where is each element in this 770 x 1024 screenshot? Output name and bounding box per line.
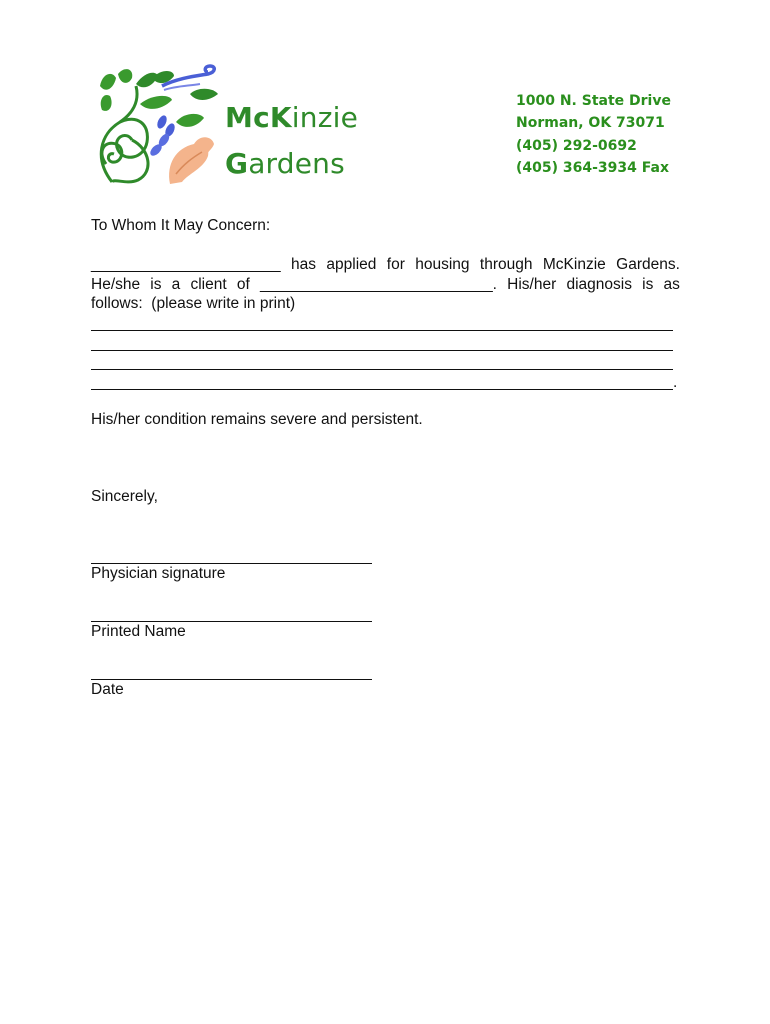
physician-signature-label: Physician signature	[91, 565, 226, 582]
body-line-1: ______________________ has applied for housing through McKinzie Gardens.	[91, 256, 680, 273]
printed-name-label: Printed Name	[91, 623, 186, 640]
diagnosis-line-1	[91, 330, 673, 331]
body-line-2: He/she is a client of ___________________________. His/her diagnosis is as	[91, 275, 680, 293]
body-line-3: follows: (please write in print)	[91, 295, 296, 312]
physician-signature-line	[91, 563, 372, 564]
logo-name-line1: McKinzie	[225, 101, 358, 134]
date-line	[91, 679, 372, 680]
greeting: To Whom It May Concern:	[91, 217, 271, 234]
address-phone: (405) 292-0692	[516, 137, 637, 154]
client-of-blank: ___________________________.	[259, 275, 497, 293]
address-block	[516, 90, 671, 179]
patient-name-blank: ______________________	[91, 256, 281, 273]
closing: Sincerely,	[91, 488, 158, 505]
condition-statement: His/her condition remains severe and persistent.	[91, 411, 423, 428]
floral-vine-logo-icon	[92, 64, 222, 188]
logo-name-line2: Gardens	[225, 147, 345, 180]
diagnosis-period: .	[673, 374, 678, 391]
letter-body	[91, 255, 680, 314]
diagnosis-line-2	[91, 350, 673, 351]
date-label: Date	[91, 681, 124, 698]
printed-name-line	[91, 621, 372, 622]
diagnosis-line-3	[91, 369, 673, 370]
address-fax: (405) 364-3934 Fax	[516, 159, 669, 176]
address-city: Norman, OK 73071	[516, 115, 665, 132]
diagnosis-line-4	[91, 389, 673, 390]
address-street: 1000 N. State Drive	[516, 93, 671, 109]
